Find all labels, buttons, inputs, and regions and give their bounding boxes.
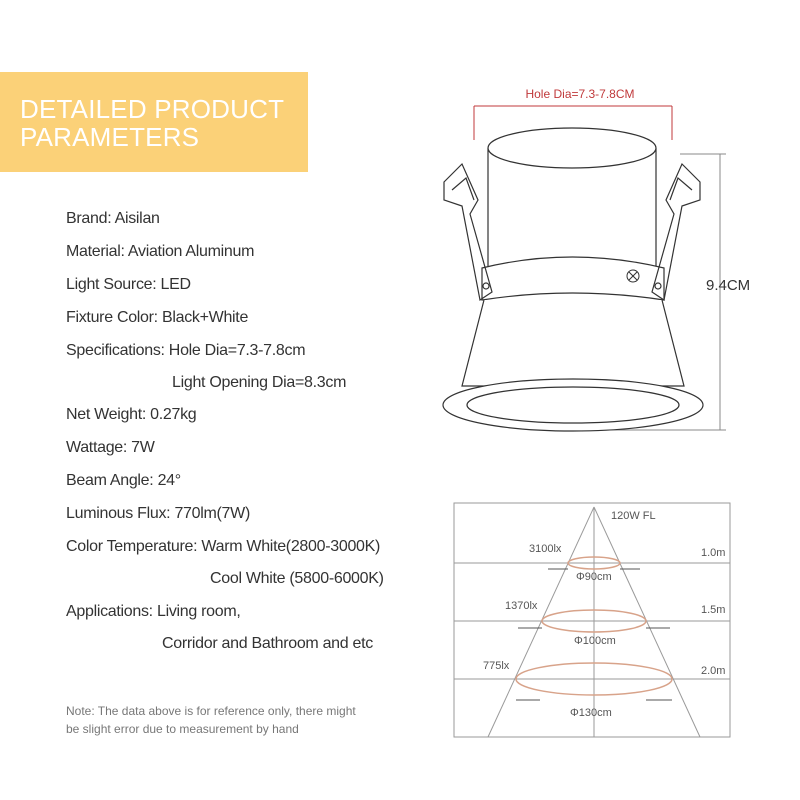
spec-fixture-color: Fixture Color: Black+White: [66, 309, 249, 326]
spec-brand: Brand: Aisilan: [66, 210, 160, 227]
spec-applications-cont: Corridor and Bathroom and etc: [162, 635, 373, 652]
distance-label: 1.5m: [701, 604, 726, 616]
beam-diagram-frame: [454, 503, 730, 737]
spec-color-temperature: Color Temperature: Warm White(2800-3000K): [66, 538, 381, 555]
spec-net-weight: Net Weight: 0.27kg: [66, 406, 197, 423]
height-label: 9.4CM: [706, 277, 751, 294]
distance-label: 2.0m: [701, 665, 726, 677]
spec-specifications: Specifications: Hole Dia=7.3-7.8cm: [66, 342, 306, 359]
hole-dia-label: Hole Dia=7.3-7.8CM: [525, 87, 635, 101]
section-header-line2: PARAMETERS: [20, 122, 200, 152]
spec-luminous-flux: Luminous Flux: 770lm(7W): [66, 505, 250, 522]
note-line2: be slight error due to measurement by hand: [66, 722, 299, 736]
distance-label: 1.0m: [701, 547, 726, 559]
diameter-label: Φ90cm: [576, 571, 612, 583]
spec-applications: Applications: Living room,: [66, 603, 241, 620]
beam-header: 120W FL: [611, 510, 656, 522]
section-header-line1: DETAILED PRODUCT: [20, 94, 285, 124]
spec-material: Material: Aviation Aluminum: [66, 243, 255, 260]
spec-light-source: Light Source: LED: [66, 276, 191, 293]
note-line1: Note: The data above is for reference only, there might: [66, 704, 356, 718]
diameter-label: Φ100cm: [574, 635, 616, 647]
spec-wattage: Wattage: 7W: [66, 439, 155, 456]
spec-color-temperature-cont: Cool White (5800-6000K): [210, 570, 384, 587]
lux-label: 3100lx: [529, 543, 562, 555]
diameter-label: Φ130cm: [570, 707, 612, 719]
lux-label: 775lx: [483, 660, 510, 672]
spec-beam-angle: Beam Angle: 24°: [66, 472, 181, 489]
spec-specifications-cont: Light Opening Dia=8.3cm: [172, 374, 347, 391]
lux-label: 1370lx: [505, 600, 538, 612]
